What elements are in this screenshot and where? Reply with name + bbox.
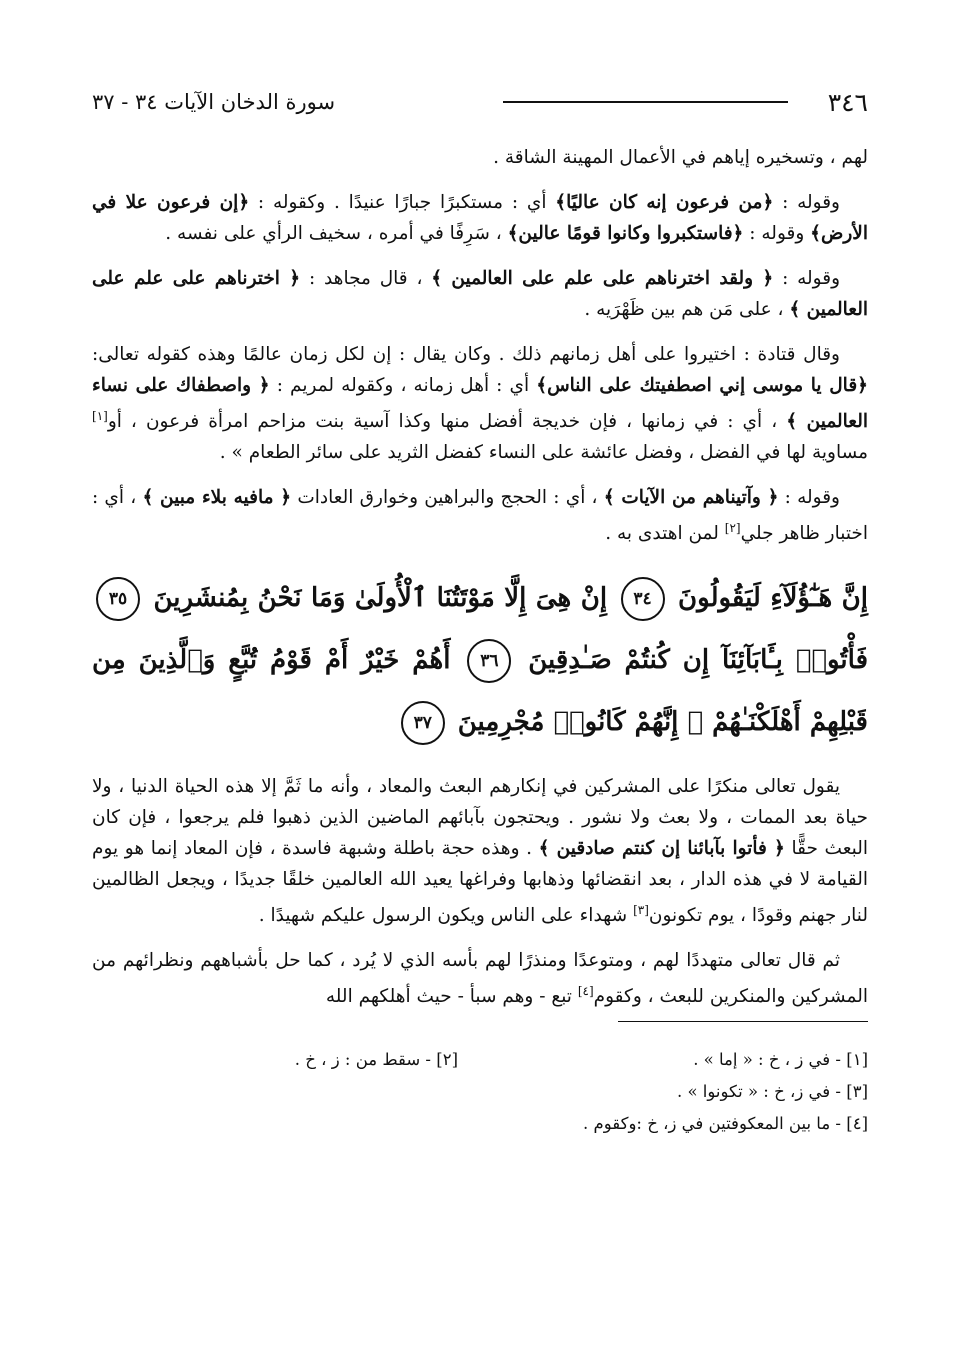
text: ، سَرِفًا في أمره ، سخيف الرأي على نفسه . xyxy=(165,223,508,244)
ayah-number-ornament: ٣٦ xyxy=(467,639,511,683)
verse-quote: ﴿ فأتوا بآبائنا إن كنتم صادقين ﴾ xyxy=(538,838,785,860)
verse-text: فَأْتُوا۟ بِـَٔابَآئِنَآ إِن كُنتُمْ صَـٰدِقِينَ xyxy=(528,645,869,676)
text: تبع - وهم سبأ - حيث أهلكهم الله xyxy=(325,986,578,1008)
verse-quote: ﴿ واصطفاك على نساء العالمين ﴾ xyxy=(92,375,868,433)
book-page xyxy=(92,82,868,1312)
verse-quote: ﴿قال يا موسى إني اصطفيتك على الناس﴾ xyxy=(536,375,869,396)
text: وقال قتادة : اختيروا على أهل زمانهم ذلك . وكان يقال : إن لكل زمان عالمًا وهذه كقوله تعالى: xyxy=(92,344,840,365)
text: لهم ، وتسخيره إياهم في الأعمال المهينة الشاقة . xyxy=(493,147,868,168)
body-text xyxy=(92,142,868,1013)
page-header xyxy=(92,82,868,122)
text: وقوله : xyxy=(778,487,840,509)
paragraph xyxy=(92,771,868,931)
text: ، أي : في زمانها ، فإن خديجة أفضل منها وكذا آسية بنت مزاحم امرأة فرعون ، أو xyxy=(107,411,787,433)
footnote-marker: [٤] xyxy=(577,984,594,999)
verse-quote: ﴿إن فرعون علا في الأرض﴾ xyxy=(92,192,868,244)
footnote: [٣] - في ز، خ : « تكونوا » . xyxy=(676,1081,868,1101)
text: ، أي : الحجج والبراهين وخوارق العادات xyxy=(291,487,604,509)
verse-text: أَهُمْ خَيْرٌ أَمْ قَوْمُ تُبَّعٍ وَٱلَّذِينَ مِن قَبْلِهِمْ أَهْلَكْنَـٰهُمْ ۖ إِنَّهُمْ كَانُوا۟ مُجْرِمِينَ xyxy=(92,645,868,738)
text: . وهذه حجة باطلة وشبهة فاسدة ، فإن المعاد إنما هو يوم القيامة لا في هذه الدار ، بعد انقضائها وذهابها وفراغها يعيد الله العالمين خلقًا جديدًا ، ويجعل الظالمين لنار جهنم وقودًا ، يوم تكونون xyxy=(92,838,868,927)
text: ، على مَن هم بين ظَهْرَيه . xyxy=(584,299,790,320)
text: مساوية لها في الفضل ، وفضل عائشة على النساء كفضل الثريد على سائر الطعام » . xyxy=(219,442,868,464)
ayah-number-ornament: ٣٤ xyxy=(621,577,665,621)
quran-verses xyxy=(92,567,868,753)
text: أي : أهل زمانه ، وكقوله لمريم : xyxy=(269,375,537,396)
ayah-number-ornament: ٣٧ xyxy=(401,701,445,745)
footnote-row xyxy=(92,1076,868,1108)
header-rule xyxy=(503,101,788,103)
page-number: ٣٤٦ xyxy=(827,87,868,117)
text: لمن اهتدى به . xyxy=(605,523,725,545)
text: شهداء على الناس ويكون الرسول عليكم شهيدًا . xyxy=(258,905,634,927)
footnotes xyxy=(92,1044,868,1140)
verse-quote: ﴿من فرعون إنه كان عاليًا﴾ xyxy=(555,192,774,213)
text: ، أي : اختبار ظاهر جلي xyxy=(92,487,868,545)
verse-quote: ﴿ مافيه بلاء مبين ﴾ xyxy=(142,487,292,509)
footnote-row xyxy=(92,1044,868,1076)
verse-quote: ﴿ ولقد اخترناهم على علم على العالمين ﴾ xyxy=(431,268,774,289)
footnote: [٤] - ما بين المعكوفتين في ز، خ :وكقوم . xyxy=(583,1113,868,1133)
footnote-marker: [١] xyxy=(92,409,108,423)
text: ثم قال تعالى متهددًا لهم ، ومتوعدًا ومنذرًا لهم بأسه الذي لا يُرد ، كما حل بأشباههم ونظرائهم من المشركين والمنكرين للبعث ، وكقوم xyxy=(92,950,868,1008)
footnote-row xyxy=(92,1108,868,1140)
ayah-number-ornament: ٣٥ xyxy=(96,577,140,621)
paragraph xyxy=(92,187,868,249)
footnote-marker: [٢] xyxy=(724,521,741,536)
text: ، قال مجاهد : xyxy=(300,268,432,289)
verse-quote: ﴿فاستكبروا وكانوا قومًا عالين﴾ xyxy=(507,223,744,244)
text: أي : مستكبرًا جبارًا عنيدًا . وكقوله : xyxy=(249,192,556,213)
footnote: [٢] - سقط من : ز ، خ . xyxy=(294,1049,458,1069)
text: وقوله : xyxy=(773,192,840,213)
footnote-marker: [٣] xyxy=(633,903,649,918)
running-title: سورة الدخان الآيات ٣٤ - ٣٧ xyxy=(92,90,336,114)
verse-quote: ﴿ وآتيناهم من الآيات ﴾ xyxy=(603,487,779,509)
text: يقول تعالى منكرًا على المشركين في إنكارهم البعث والمعاد ، وأنه ما ثَمَّ إلا هذه الحياة الدنيا ، ولا حياة بعد الممات ، ولا بعث ولا نشور . ويحتجون بآبائهم الماضين الذين ذهبوا فلم يرجعوا ، فإن كان البعث حقًّا xyxy=(92,776,868,860)
text: وقوله : xyxy=(773,268,841,289)
paragraph xyxy=(92,142,868,173)
footnote-rule xyxy=(618,1021,868,1022)
paragraph xyxy=(92,263,868,325)
verse-text: إِنْ هِىَ إِلَّا مَوْتَتُنَا ٱلْأُولَىٰ وَمَا نَحْنُ بِمُنشَرِينَ xyxy=(153,583,608,614)
footnote: [١] - في ز ، خ : « إما » . xyxy=(693,1049,868,1069)
paragraph xyxy=(92,482,868,549)
paragraph xyxy=(92,339,868,468)
paragraph xyxy=(92,945,868,1012)
text: وقوله : xyxy=(743,223,811,244)
verse-quote: ﴿ اخترناهم على علم على العالمين ﴾ xyxy=(92,268,868,320)
verse-text: إِنَّ هَـٰٓؤُلَآءِ لَيَقُولُونَ xyxy=(678,583,868,614)
